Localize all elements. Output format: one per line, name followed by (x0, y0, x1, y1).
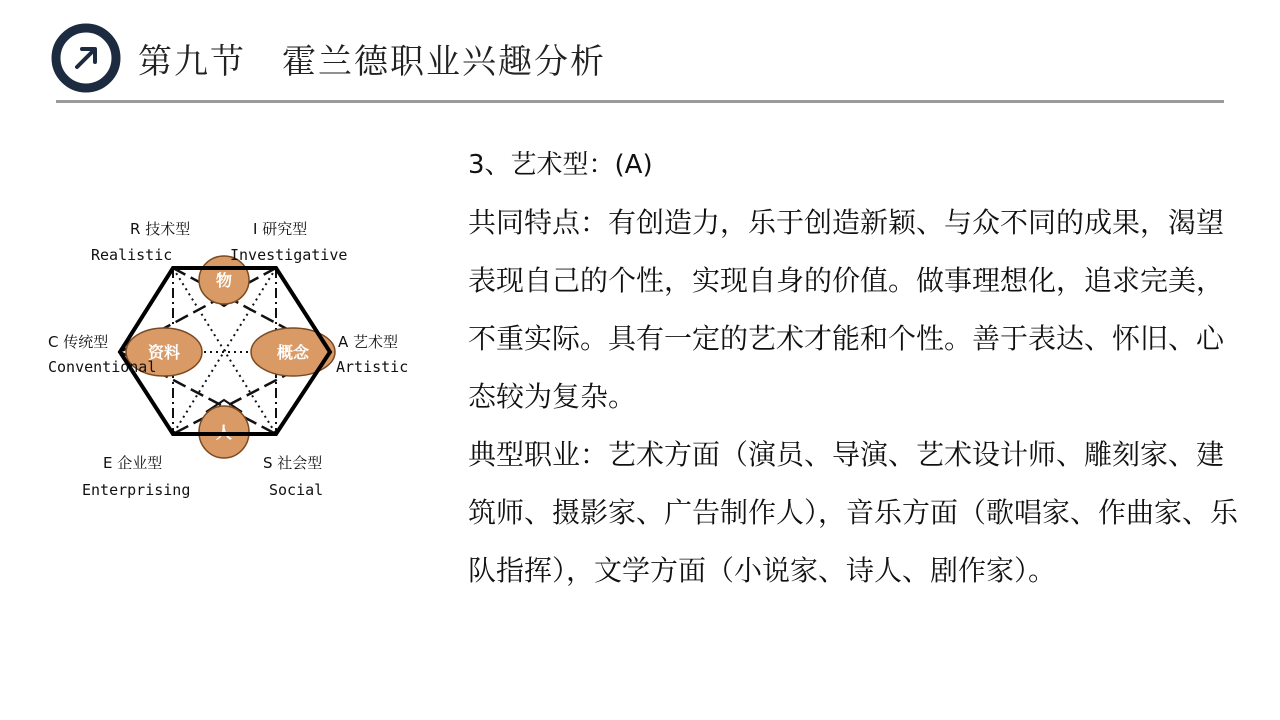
vertex-a-zh: A 艺术型 (338, 333, 399, 351)
node-left-label: 资料 (147, 343, 181, 362)
vertex-e-en: Enterprising (82, 481, 191, 499)
holland-hexagon-diagram (40, 210, 420, 510)
vertex-s-en: Social (269, 481, 324, 499)
vertex-c-en: Conventional (48, 358, 157, 376)
vertex-i-zh: I 研究型 (253, 220, 308, 238)
node-bottom-label: 人 (215, 423, 233, 442)
node-right-label: 概念 (276, 343, 310, 362)
common-traits-paragraph: 共同特点：有创造力，乐于创造新颖、与众不同的成果，渴望表现自己的个性，实现自身的价值。做事理想化，追求完美，不重实际。具有一定的艺术才能和个性。善于表达、怀旧、心态较为复杂。 (468, 206, 1225, 413)
node-top-label: 物 (215, 271, 233, 290)
node-right (251, 328, 335, 376)
vertex-r-en: Realistic (91, 246, 173, 264)
content-body (468, 136, 1238, 600)
typical-careers-paragraph: 典型职业：艺术方面（演员、导演、艺术设计师、雕刻家、建筑师、摄影家、广告制作人），音乐方面（歌唱家、作曲家、乐队指挥），文学方面（小说家、诗人、剧作家）。 (468, 438, 1239, 587)
vertex-i-en: Investigative (230, 246, 348, 264)
page-title: 第九节 霍兰德职业兴趣分析 (138, 42, 606, 82)
vertex-e-zh: E 企业型 (103, 454, 163, 472)
header-divider (56, 100, 1224, 103)
vertex-r-zh: R 技术型 (130, 220, 191, 238)
vertex-c-zh: C 传统型 (48, 333, 109, 351)
vertex-s-zh: S 社会型 (263, 454, 323, 472)
section-heading: 3、艺术型：(A) (468, 150, 653, 180)
vertex-a-en: Artistic (336, 358, 409, 376)
arrow-up-right-circle-icon (51, 23, 121, 93)
